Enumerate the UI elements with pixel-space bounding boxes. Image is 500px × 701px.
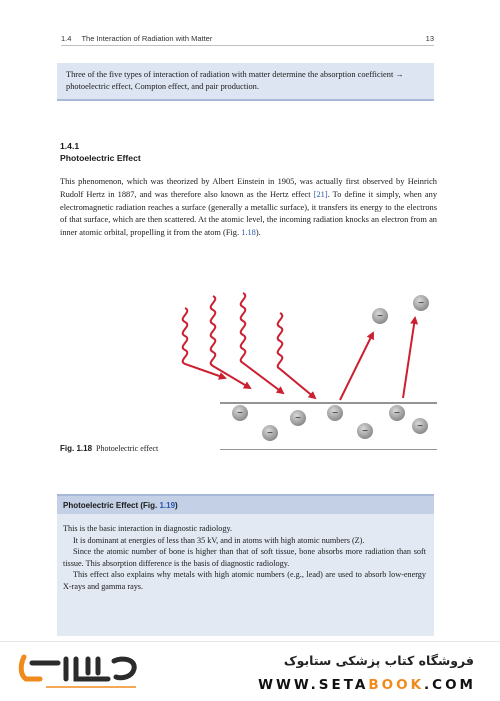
photoelectric-diagram — [175, 288, 445, 450]
electron-icon — [412, 418, 428, 434]
figure-caption-text: Photoelectric effect — [96, 444, 159, 453]
svg-text:−: − — [417, 421, 423, 432]
radiation-wave — [241, 293, 283, 393]
setabook-logo — [18, 651, 148, 700]
shop-url[interactable] — [258, 677, 476, 693]
paragraph-part-3: ). — [255, 228, 261, 238]
electron-icon — [413, 295, 429, 311]
radiation-wave — [183, 308, 225, 378]
ejection-arrow — [403, 318, 415, 398]
electron-icon — [290, 410, 306, 426]
svg-text:−: − — [394, 408, 400, 419]
svg-text:−: − — [267, 428, 273, 439]
shop-url-accent: BOOK — [368, 677, 425, 693]
surface-electrons — [232, 405, 428, 441]
incoming-radiation-waves — [183, 293, 315, 398]
watermark-footer — [0, 641, 500, 701]
electron-icon — [262, 425, 278, 441]
section-title: Photoelectric Effect — [60, 153, 141, 163]
topic-box-title — [57, 496, 434, 514]
shop-title: فروشگاه کتاب پزشکی ستابوک — [283, 653, 474, 668]
paragraph-part-1: This phenomenon, which was theorized by Albert Einstein in 1905, was actually first observed by Heinrich Rudolf Hertz in 1887, and was therefore also known as the Hertz effect — [60, 177, 437, 199]
svg-text:−: − — [377, 311, 383, 322]
electron-icon — [327, 405, 343, 421]
topic-paragraph: This effect also explains why metals with high atomic numbers (e.g., lead) are used to absorb low-energy X-rays and gamma rays. — [63, 570, 426, 591]
paragraph-part-2: . To define it simply, when any electromagnetic radiation reaches a surface (generally a metallic surface), it transfers its energy to the electrons of that surface, which are then scattered. At the atomic level, the incoming radiation knocks an electron from an inner atomic orbital, propelling it from the atom (Fig. — [60, 189, 438, 238]
figure-link[interactable]: 1.18 — [241, 228, 256, 238]
electron-icon — [357, 423, 373, 439]
setabook-logo-mark — [18, 651, 148, 695]
running-head-title: The Interaction of Radiation with Matter — [81, 33, 213, 43]
ejected-electron-paths — [340, 318, 415, 400]
ejection-arrow — [340, 333, 373, 400]
topic-figure-link[interactable]: 1.19 — [159, 501, 176, 510]
shop-url-start: WWW.SETA — [258, 677, 369, 693]
topic-box-body — [63, 523, 426, 593]
svg-text:−: − — [362, 426, 368, 437]
body-paragraph — [60, 176, 437, 240]
running-head-number: 1.4 — [61, 33, 72, 43]
topic-title-suffix: ) — [175, 501, 178, 510]
figure-caption-label: Fig. 1.18 — [60, 444, 93, 453]
radiation-wave — [278, 313, 315, 398]
svg-text:−: − — [237, 408, 243, 419]
svg-text:−: − — [295, 413, 301, 424]
electron-icon — [389, 405, 405, 421]
citation-link[interactable]: [21] — [313, 189, 328, 199]
figure-caption — [60, 444, 158, 453]
electron-icon — [232, 405, 248, 421]
page-number: 13 — [425, 33, 434, 43]
shop-url-end: .COM — [424, 677, 476, 693]
topic-paragraph: This is the basic interaction in diagnostic radiology. — [63, 524, 233, 533]
topic-box — [57, 494, 434, 636]
running-head — [61, 34, 222, 43]
info-box-text: Three of the five types of interaction of radiation with matter determine the absorption coefficient → photoelectric effect, Compton effect, and pair production. — [66, 70, 404, 91]
svg-text:−: − — [332, 408, 338, 419]
electron-icon — [372, 308, 388, 324]
svg-text:−: − — [418, 298, 424, 309]
ejected-electrons — [372, 295, 429, 324]
page-header — [61, 31, 434, 46]
section-number: 1.4.1 — [60, 141, 80, 151]
topic-paragraph: Since the atomic number of bone is higher than that of soft tissue, bone absorbs more radiation than soft tissue. This absorption difference is the basis of diagnostic radiology. — [63, 547, 426, 568]
topic-paragraph: It is dominant at energies of less than 35 kV, and in atoms with high atomic numbers (Z). — [73, 535, 365, 545]
topic-title-prefix: Photoelectric Effect (Fig. — [63, 501, 160, 510]
info-box — [57, 63, 434, 101]
photoelectric-figure — [175, 288, 445, 455]
